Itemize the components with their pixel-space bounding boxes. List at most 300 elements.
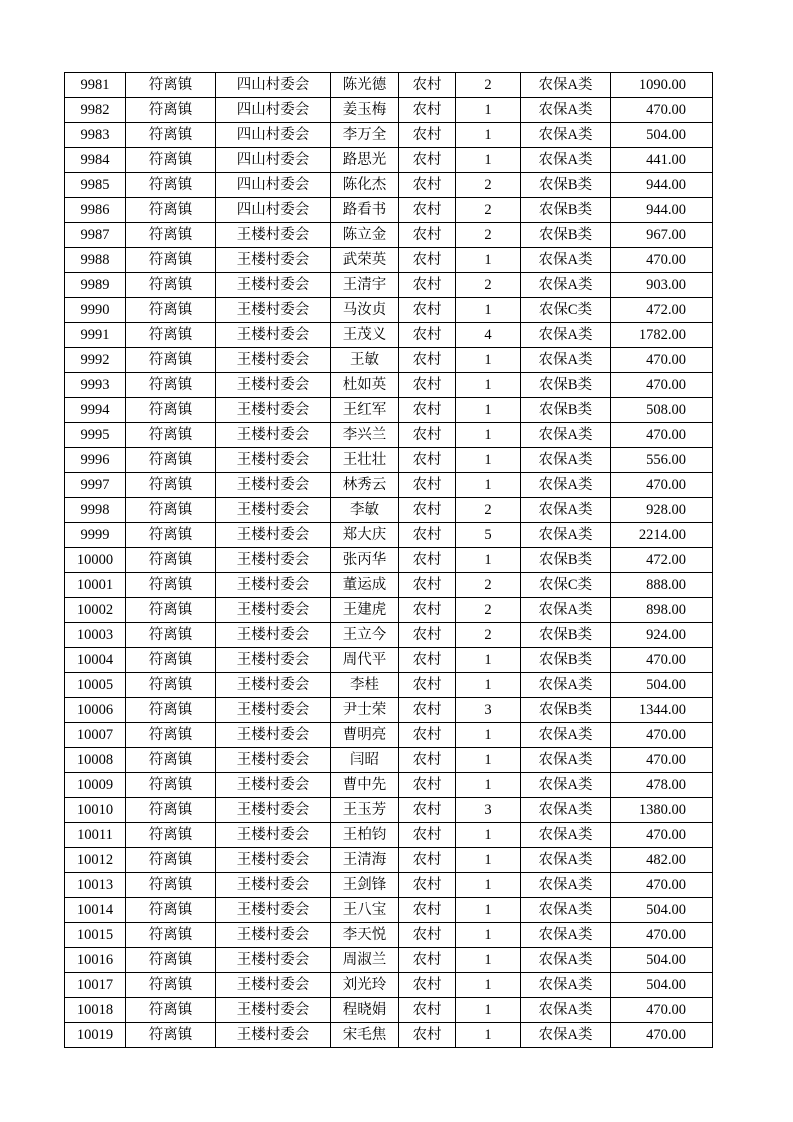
cell-residence: 农村 (399, 998, 456, 1023)
cell-category: 农保A类 (521, 148, 611, 173)
cell-category: 农保A类 (521, 998, 611, 1023)
cell-n: 10014 (65, 898, 126, 923)
cell-town: 符离镇 (126, 948, 216, 973)
cell-village: 王楼村委会 (216, 998, 331, 1023)
cell-amount: 944.00 (611, 173, 713, 198)
cell-village: 王楼村委会 (216, 398, 331, 423)
cell-amount: 928.00 (611, 498, 713, 523)
cell-persons: 1 (456, 348, 521, 373)
cell-residence: 农村 (399, 673, 456, 698)
cell-residence: 农村 (399, 598, 456, 623)
cell-persons: 5 (456, 523, 521, 548)
cell-n: 10015 (65, 923, 126, 948)
cell-village: 王楼村委会 (216, 923, 331, 948)
cell-village: 王楼村委会 (216, 773, 331, 798)
table-row (65, 323, 713, 348)
cell-category: 农保A类 (521, 348, 611, 373)
cell-persons: 1 (456, 898, 521, 923)
cell-town: 符离镇 (126, 398, 216, 423)
cell-village: 王楼村委会 (216, 448, 331, 473)
cell-town: 符离镇 (126, 423, 216, 448)
cell-amount: 441.00 (611, 148, 713, 173)
cell-category: 农保A类 (521, 748, 611, 773)
cell-n: 10019 (65, 1023, 126, 1048)
cell-name: 李万全 (331, 123, 399, 148)
cell-amount: 1380.00 (611, 798, 713, 823)
cell-amount: 1090.00 (611, 73, 713, 98)
table-row (65, 848, 713, 873)
cell-residence: 农村 (399, 98, 456, 123)
cell-village: 王楼村委会 (216, 423, 331, 448)
cell-residence: 农村 (399, 498, 456, 523)
cell-category: 农保A类 (521, 823, 611, 848)
cell-category: 农保A类 (521, 448, 611, 473)
cell-residence: 农村 (399, 623, 456, 648)
cell-residence: 农村 (399, 923, 456, 948)
cell-name: 王壮壮 (331, 448, 399, 473)
cell-residence: 农村 (399, 123, 456, 148)
cell-town: 符离镇 (126, 598, 216, 623)
cell-amount: 470.00 (611, 998, 713, 1023)
cell-n: 10002 (65, 598, 126, 623)
cell-persons: 1 (456, 373, 521, 398)
cell-residence: 农村 (399, 898, 456, 923)
cell-n: 10008 (65, 748, 126, 773)
cell-n: 9981 (65, 73, 126, 98)
cell-n: 10009 (65, 773, 126, 798)
cell-n: 10006 (65, 698, 126, 723)
benefits-table (64, 72, 713, 1048)
cell-category: 农保B类 (521, 198, 611, 223)
cell-village: 王楼村委会 (216, 548, 331, 573)
table-row (65, 398, 713, 423)
cell-category: 农保A类 (521, 523, 611, 548)
cell-town: 符离镇 (126, 573, 216, 598)
cell-residence: 农村 (399, 573, 456, 598)
cell-name: 林秀云 (331, 473, 399, 498)
cell-category: 农保A类 (521, 248, 611, 273)
cell-persons: 2 (456, 623, 521, 648)
cell-category: 农保A类 (521, 123, 611, 148)
cell-village: 王楼村委会 (216, 848, 331, 873)
cell-residence: 农村 (399, 298, 456, 323)
cell-n: 10000 (65, 548, 126, 573)
cell-persons: 1 (456, 723, 521, 748)
cell-residence: 农村 (399, 848, 456, 873)
cell-amount: 1782.00 (611, 323, 713, 348)
cell-town: 符离镇 (126, 323, 216, 348)
cell-name: 刘光玲 (331, 973, 399, 998)
table-row (65, 698, 713, 723)
table-row (65, 548, 713, 573)
table-row (65, 148, 713, 173)
cell-residence: 农村 (399, 373, 456, 398)
cell-residence: 农村 (399, 973, 456, 998)
cell-category: 农保B类 (521, 548, 611, 573)
table-row (65, 823, 713, 848)
cell-n: 9996 (65, 448, 126, 473)
cell-amount: 888.00 (611, 573, 713, 598)
cell-village: 四山村委会 (216, 123, 331, 148)
table-row (65, 673, 713, 698)
cell-persons: 1 (456, 773, 521, 798)
cell-village: 王楼村委会 (216, 648, 331, 673)
cell-amount: 903.00 (611, 273, 713, 298)
cell-category: 农保A类 (521, 98, 611, 123)
cell-village: 王楼村委会 (216, 573, 331, 598)
cell-category: 农保A类 (521, 773, 611, 798)
cell-amount: 508.00 (611, 398, 713, 423)
cell-town: 符离镇 (126, 173, 216, 198)
table-row (65, 373, 713, 398)
cell-persons: 1 (456, 973, 521, 998)
cell-persons: 4 (456, 323, 521, 348)
table-row (65, 248, 713, 273)
cell-residence: 农村 (399, 73, 456, 98)
cell-village: 四山村委会 (216, 198, 331, 223)
table-row (65, 523, 713, 548)
cell-n: 10005 (65, 673, 126, 698)
cell-amount: 2214.00 (611, 523, 713, 548)
cell-town: 符离镇 (126, 923, 216, 948)
cell-name: 尹士荣 (331, 698, 399, 723)
cell-persons: 1 (456, 998, 521, 1023)
cell-amount: 924.00 (611, 623, 713, 648)
cell-amount: 470.00 (611, 423, 713, 448)
cell-residence: 农村 (399, 198, 456, 223)
cell-name: 周代平 (331, 648, 399, 673)
table-row (65, 998, 713, 1023)
cell-category: 农保A类 (521, 848, 611, 873)
cell-category: 农保A类 (521, 873, 611, 898)
cell-n: 10017 (65, 973, 126, 998)
cell-name: 董运成 (331, 573, 399, 598)
cell-village: 王楼村委会 (216, 973, 331, 998)
cell-town: 符离镇 (126, 448, 216, 473)
cell-name: 王八宝 (331, 898, 399, 923)
cell-residence: 农村 (399, 548, 456, 573)
cell-residence: 农村 (399, 748, 456, 773)
table-row (65, 748, 713, 773)
table-row (65, 623, 713, 648)
table-row (65, 973, 713, 998)
table-row (65, 273, 713, 298)
cell-town: 符离镇 (126, 498, 216, 523)
cell-name: 程晓娟 (331, 998, 399, 1023)
cell-amount: 470.00 (611, 348, 713, 373)
cell-category: 农保A类 (521, 1023, 611, 1048)
cell-residence: 农村 (399, 148, 456, 173)
cell-category: 农保B类 (521, 223, 611, 248)
cell-persons: 1 (456, 948, 521, 973)
cell-persons: 2 (456, 173, 521, 198)
cell-name: 曹明亮 (331, 723, 399, 748)
cell-persons: 1 (456, 823, 521, 848)
cell-residence: 农村 (399, 698, 456, 723)
cell-residence: 农村 (399, 398, 456, 423)
cell-town: 符离镇 (126, 823, 216, 848)
cell-village: 王楼村委会 (216, 898, 331, 923)
cell-category: 农保B类 (521, 373, 611, 398)
cell-amount: 470.00 (611, 748, 713, 773)
cell-n: 9991 (65, 323, 126, 348)
cell-n: 10004 (65, 648, 126, 673)
cell-persons: 1 (456, 423, 521, 448)
cell-residence: 农村 (399, 723, 456, 748)
cell-residence: 农村 (399, 323, 456, 348)
cell-village: 王楼村委会 (216, 273, 331, 298)
cell-village: 四山村委会 (216, 173, 331, 198)
cell-village: 王楼村委会 (216, 373, 331, 398)
cell-residence: 农村 (399, 648, 456, 673)
cell-persons: 2 (456, 273, 521, 298)
cell-town: 符离镇 (126, 273, 216, 298)
cell-name: 郑大庆 (331, 523, 399, 548)
cell-town: 符离镇 (126, 523, 216, 548)
cell-n: 10003 (65, 623, 126, 648)
cell-amount: 504.00 (611, 973, 713, 998)
cell-residence: 农村 (399, 348, 456, 373)
cell-category: 农保A类 (521, 973, 611, 998)
cell-town: 符离镇 (126, 123, 216, 148)
cell-town: 符离镇 (126, 973, 216, 998)
cell-n: 10018 (65, 998, 126, 1023)
table-row (65, 898, 713, 923)
cell-amount: 470.00 (611, 648, 713, 673)
cell-category: 农保A类 (521, 323, 611, 348)
cell-town: 符离镇 (126, 148, 216, 173)
cell-town: 符离镇 (126, 673, 216, 698)
cell-n: 10011 (65, 823, 126, 848)
cell-amount: 898.00 (611, 598, 713, 623)
cell-name: 王玉芳 (331, 798, 399, 823)
cell-name: 杜如英 (331, 373, 399, 398)
cell-persons: 1 (456, 848, 521, 873)
cell-residence: 农村 (399, 248, 456, 273)
cell-town: 符离镇 (126, 848, 216, 873)
cell-persons: 1 (456, 673, 521, 698)
cell-town: 符离镇 (126, 748, 216, 773)
cell-category: 农保A类 (521, 798, 611, 823)
cell-n: 9997 (65, 473, 126, 498)
cell-village: 王楼村委会 (216, 673, 331, 698)
cell-residence: 农村 (399, 223, 456, 248)
cell-name: 王建虎 (331, 598, 399, 623)
cell-persons: 1 (456, 923, 521, 948)
cell-town: 符离镇 (126, 623, 216, 648)
cell-category: 农保A类 (521, 898, 611, 923)
cell-town: 符离镇 (126, 773, 216, 798)
cell-village: 王楼村委会 (216, 323, 331, 348)
cell-name: 李桂 (331, 673, 399, 698)
cell-village: 王楼村委会 (216, 873, 331, 898)
cell-town: 符离镇 (126, 548, 216, 573)
table-row (65, 173, 713, 198)
cell-village: 王楼村委会 (216, 823, 331, 848)
cell-name: 王剑锋 (331, 873, 399, 898)
cell-village: 四山村委会 (216, 98, 331, 123)
cell-category: 农保A类 (521, 673, 611, 698)
cell-persons: 3 (456, 798, 521, 823)
cell-category: 农保C类 (521, 298, 611, 323)
cell-n: 10001 (65, 573, 126, 598)
cell-persons: 1 (456, 648, 521, 673)
cell-name: 姜玉梅 (331, 98, 399, 123)
cell-village: 四山村委会 (216, 73, 331, 98)
cell-village: 王楼村委会 (216, 348, 331, 373)
cell-n: 9986 (65, 198, 126, 223)
table-row (65, 723, 713, 748)
cell-amount: 504.00 (611, 123, 713, 148)
cell-name: 路看书 (331, 198, 399, 223)
cell-name: 马汝贞 (331, 298, 399, 323)
cell-name: 曹中先 (331, 773, 399, 798)
cell-n: 9999 (65, 523, 126, 548)
cell-town: 符离镇 (126, 698, 216, 723)
cell-village: 王楼村委会 (216, 748, 331, 773)
cell-n: 10007 (65, 723, 126, 748)
cell-village: 四山村委会 (216, 148, 331, 173)
cell-persons: 1 (456, 148, 521, 173)
cell-town: 符离镇 (126, 473, 216, 498)
cell-amount: 470.00 (611, 473, 713, 498)
cell-n: 9989 (65, 273, 126, 298)
cell-town: 符离镇 (126, 648, 216, 673)
cell-name: 陈化杰 (331, 173, 399, 198)
cell-amount: 478.00 (611, 773, 713, 798)
cell-n: 9983 (65, 123, 126, 148)
cell-category: 农保B类 (521, 648, 611, 673)
table-row (65, 98, 713, 123)
cell-amount: 470.00 (611, 923, 713, 948)
cell-village: 王楼村委会 (216, 223, 331, 248)
cell-village: 王楼村委会 (216, 473, 331, 498)
cell-amount: 470.00 (611, 248, 713, 273)
cell-name: 李敏 (331, 498, 399, 523)
table-row (65, 598, 713, 623)
cell-n: 10013 (65, 873, 126, 898)
cell-category: 农保A类 (521, 473, 611, 498)
cell-category: 农保A类 (521, 923, 611, 948)
cell-amount: 470.00 (611, 1023, 713, 1048)
cell-persons: 2 (456, 73, 521, 98)
table-row (65, 798, 713, 823)
cell-persons: 1 (456, 748, 521, 773)
cell-amount: 472.00 (611, 548, 713, 573)
cell-category: 农保B类 (521, 698, 611, 723)
cell-amount: 470.00 (611, 723, 713, 748)
cell-town: 符离镇 (126, 98, 216, 123)
cell-amount: 470.00 (611, 98, 713, 123)
table-row (65, 1023, 713, 1048)
table-row (65, 498, 713, 523)
cell-amount: 482.00 (611, 848, 713, 873)
cell-name: 李兴兰 (331, 423, 399, 448)
cell-residence: 农村 (399, 448, 456, 473)
cell-category: 农保A类 (521, 948, 611, 973)
cell-name: 张丙华 (331, 548, 399, 573)
cell-town: 符离镇 (126, 298, 216, 323)
cell-category: 农保B类 (521, 173, 611, 198)
cell-amount: 504.00 (611, 898, 713, 923)
cell-persons: 1 (456, 873, 521, 898)
cell-category: 农保B类 (521, 623, 611, 648)
cell-name: 王茂义 (331, 323, 399, 348)
table-row (65, 348, 713, 373)
table-row (65, 423, 713, 448)
cell-name: 武荣英 (331, 248, 399, 273)
cell-persons: 2 (456, 223, 521, 248)
cell-amount: 470.00 (611, 823, 713, 848)
cell-persons: 1 (456, 1023, 521, 1048)
cell-town: 符离镇 (126, 73, 216, 98)
cell-n: 9990 (65, 298, 126, 323)
cell-residence: 农村 (399, 798, 456, 823)
cell-town: 符离镇 (126, 998, 216, 1023)
cell-name: 王立今 (331, 623, 399, 648)
cell-persons: 2 (456, 498, 521, 523)
cell-name: 王敏 (331, 348, 399, 373)
cell-name: 王红军 (331, 398, 399, 423)
cell-amount: 967.00 (611, 223, 713, 248)
cell-n: 9982 (65, 98, 126, 123)
table-row (65, 573, 713, 598)
cell-n: 10012 (65, 848, 126, 873)
cell-amount: 472.00 (611, 298, 713, 323)
cell-category: 农保A类 (521, 723, 611, 748)
cell-village: 王楼村委会 (216, 248, 331, 273)
cell-town: 符离镇 (126, 1023, 216, 1048)
cell-town: 符离镇 (126, 723, 216, 748)
cell-amount: 470.00 (611, 373, 713, 398)
table-row (65, 298, 713, 323)
cell-category: 农保A类 (521, 598, 611, 623)
cell-persons: 3 (456, 698, 521, 723)
cell-residence: 农村 (399, 823, 456, 848)
cell-village: 王楼村委会 (216, 798, 331, 823)
cell-persons: 2 (456, 198, 521, 223)
cell-amount: 504.00 (611, 948, 713, 973)
table-row (65, 473, 713, 498)
cell-name: 宋毛焦 (331, 1023, 399, 1048)
cell-amount: 556.00 (611, 448, 713, 473)
cell-category: 农保B类 (521, 398, 611, 423)
cell-n: 10010 (65, 798, 126, 823)
cell-n: 9984 (65, 148, 126, 173)
cell-persons: 1 (456, 298, 521, 323)
table-body (65, 73, 713, 1048)
cell-residence: 农村 (399, 948, 456, 973)
cell-name: 王清海 (331, 848, 399, 873)
cell-village: 王楼村委会 (216, 1023, 331, 1048)
cell-residence: 农村 (399, 273, 456, 298)
cell-name: 王柏钧 (331, 823, 399, 848)
cell-village: 王楼村委会 (216, 298, 331, 323)
cell-amount: 944.00 (611, 198, 713, 223)
table-row (65, 948, 713, 973)
cell-village: 王楼村委会 (216, 623, 331, 648)
cell-n: 9995 (65, 423, 126, 448)
cell-n: 9987 (65, 223, 126, 248)
cell-name: 王清宇 (331, 273, 399, 298)
cell-amount: 1344.00 (611, 698, 713, 723)
cell-name: 闫昭 (331, 748, 399, 773)
cell-village: 王楼村委会 (216, 498, 331, 523)
table-row (65, 873, 713, 898)
cell-village: 王楼村委会 (216, 698, 331, 723)
cell-town: 符离镇 (126, 898, 216, 923)
cell-persons: 1 (456, 123, 521, 148)
